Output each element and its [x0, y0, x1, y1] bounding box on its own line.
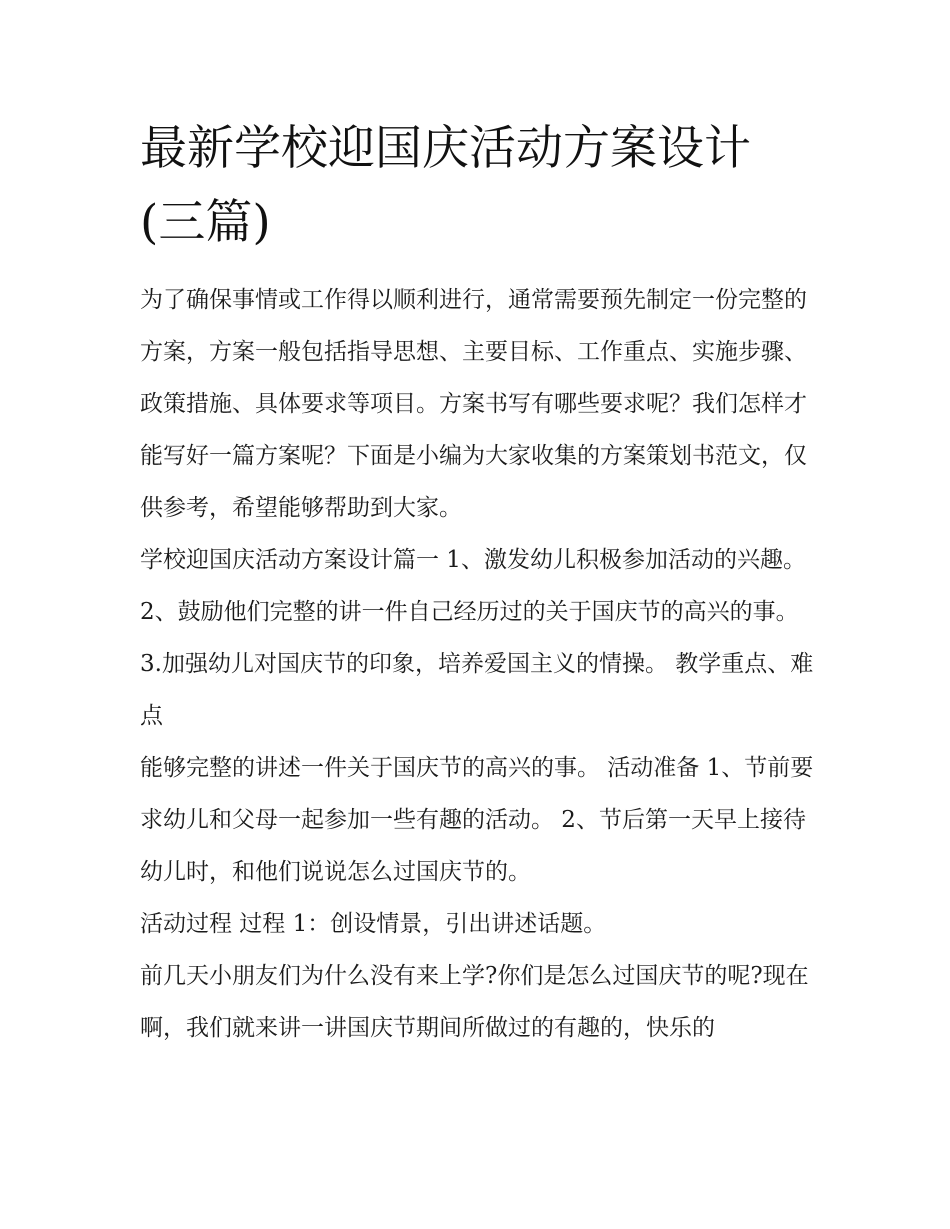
document-body — [140, 112, 815, 1054]
paragraph-process-heading: 活动过程 过程 1：创设情景，引出讲述话题。 — [140, 911, 607, 937]
document-title: 最新学校迎国庆活动方案设计(三篇) — [140, 121, 751, 250]
paragraph-intro: 为了确保事情或工作得以顺利进行，通常需要预先制定一份完整的方案，方案一般包括指导思想、主要目标、工作重点、实施步骤、政策措施、具体要求等项目。方案书写有哪些要求呢？我们怎样才能写好一篇方案呢？下面是小编为大家收集的方案策划书范文，仅供参考，希望能够帮助到大家。 — [140, 287, 807, 521]
paragraph-preparation: 能够完整的讲述一件关于国庆节的高兴的事。 活动准备 1、节前要求幼儿和父母一起参加一些有趣的活动。 2、节后第一天早上接待幼儿时，和他们说说怎么过国庆节的。 — [140, 755, 814, 885]
paragraph-objective-1: 学校迎国庆活动方案设计篇一 1、激发幼儿积极参加活动的兴趣。 — [140, 547, 806, 573]
paragraph-process-text: 前几天小朋友们为什么没有来上学?你们是怎么过国庆节的呢?现在啊，我们就来讲一讲国庆节期间所做过的有趣的，快乐的 — [140, 963, 809, 1041]
paragraph-objective-2: 2、鼓励他们完整的讲一件自己经历过的关于国庆节的高兴的事。3.加强幼儿对国庆节的印象，培养爱国主义的情操。 教学重点、难点 — [140, 599, 814, 729]
